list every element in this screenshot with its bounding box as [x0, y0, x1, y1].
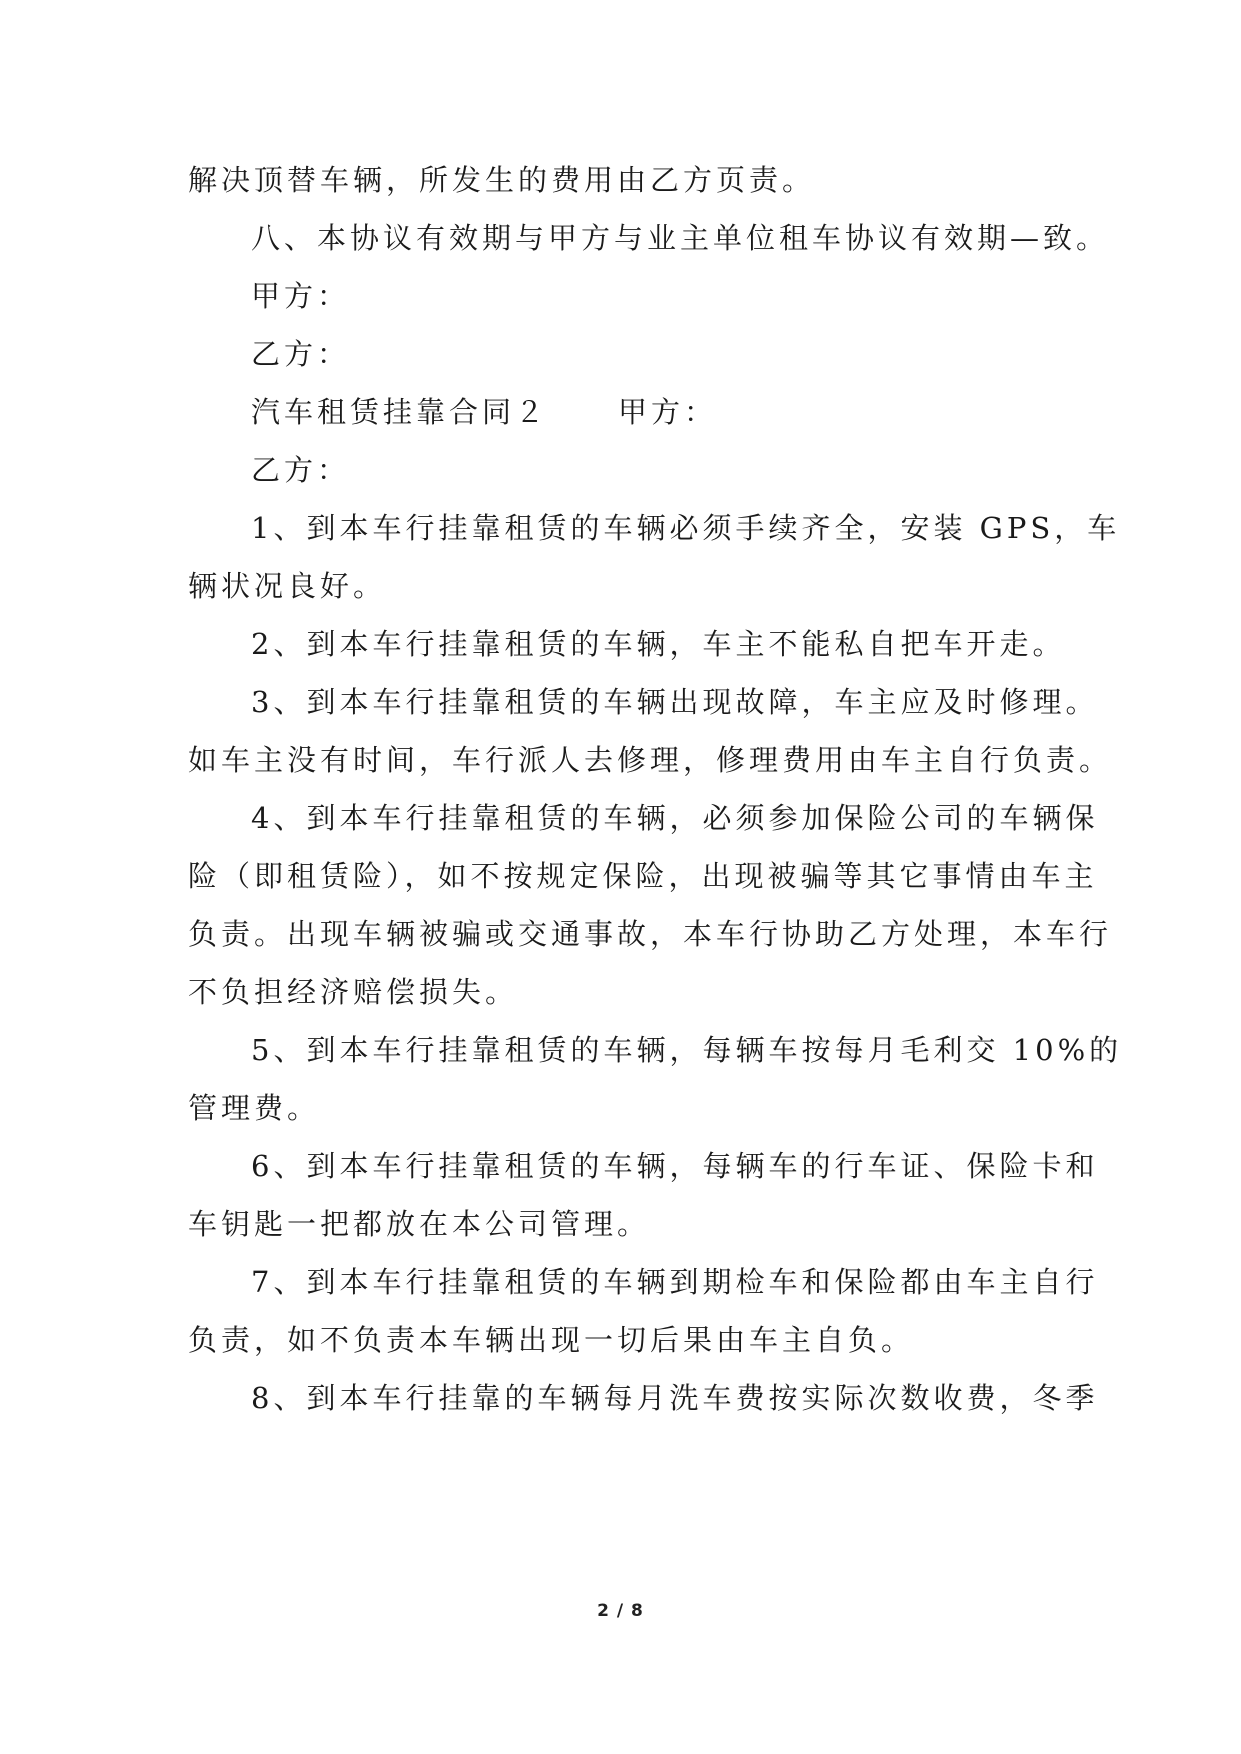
clause-5-cont: 管理费。	[188, 1091, 321, 1125]
party-b-label: 乙方：	[251, 453, 351, 487]
clause-4-cont: 负责。出现车辆被骗或交通事故，本车行协助乙方处理，本车行	[188, 917, 1113, 951]
clause-7-cont: 负责，如不负责本车辆出现一切后果由车主自负。	[188, 1323, 915, 1357]
clause-2: 2、到本车行挂靠租赁的车辆，车主不能私自把车开走。	[251, 627, 1066, 661]
clause-8: 八、本协议有效期与甲方与业主单位租车协议有效期—致。	[251, 221, 1110, 255]
clause-3-cont: 如车主没有时间，车行派人去修理，修理费用由车主自行负责。	[188, 743, 1113, 777]
clause-4: 4、到本车行挂靠租赁的车辆，必须参加保险公司的车辆保	[251, 801, 1099, 835]
page-number: 2 / 8	[597, 1601, 644, 1621]
contract-title: 汽车租赁挂靠合同２	[251, 395, 549, 429]
clause-1: 1、到本车行挂靠租赁的车辆必须手续齐全，安装 GPS，车	[251, 511, 1121, 545]
clause-6-cont: 车钥匙一把都放在本公司管理。	[188, 1207, 651, 1241]
party-a-label: 甲方：	[251, 279, 351, 313]
clause-7: 7、到本车行挂靠租赁的车辆到期检车和保险都由车主自行	[251, 1265, 1099, 1299]
text-line: 解决顶替车辆，所发生的费用由乙方页责。	[188, 163, 816, 197]
clause-1-cont: 辆状况良好。	[188, 569, 387, 603]
party-a-label: 甲方：	[618, 395, 718, 429]
contract-heading-line	[251, 392, 717, 432]
clause-8-item: 8、到本车行挂靠的车辆每月洗车费按实际次数收费，冬季	[251, 1381, 1099, 1415]
party-b-label: 乙方：	[251, 337, 351, 371]
clause-4-cont: 险（即租赁险），如不按规定保险，出现被骗等其它事情由车主	[188, 859, 1098, 893]
clause-6: 6、到本车行挂靠租赁的车辆，每辆车的行车证、保险卡和	[251, 1149, 1099, 1183]
clause-3: 3、到本车行挂靠租赁的车辆出现故障，车主应及时修理。	[251, 685, 1099, 719]
clause-5: 5、到本车行挂靠租赁的车辆，每辆车按每月毛利交 10%的	[251, 1033, 1123, 1067]
clause-4-cont: 不负担经济赔偿损失。	[188, 975, 519, 1009]
